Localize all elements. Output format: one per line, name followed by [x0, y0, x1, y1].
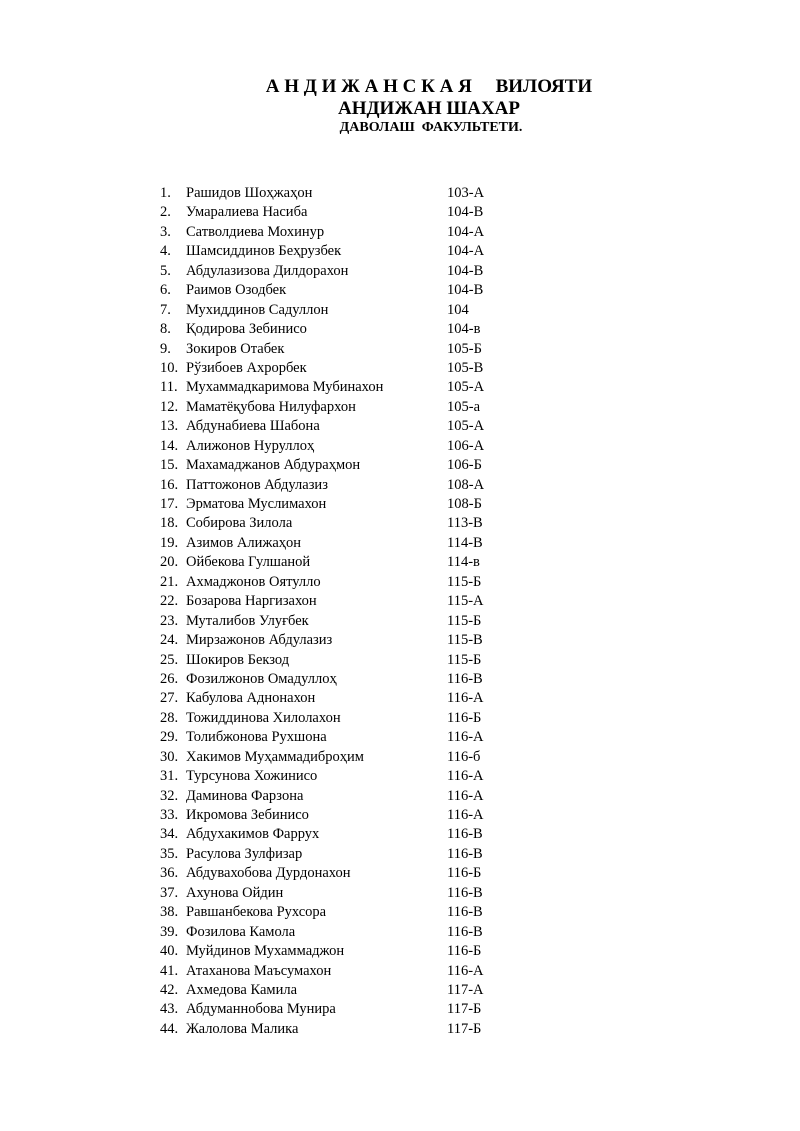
row-number: 36.: [160, 865, 179, 882]
student-name: Жалолова Малика: [186, 1020, 299, 1037]
student-row: [0, 456, 800, 475]
student-name: Икромова Зебинисо: [186, 807, 309, 823]
student-row: [0, 631, 800, 650]
row-number: 25.: [160, 651, 179, 668]
row-number: 35.: [160, 845, 179, 862]
row-number: 32.: [160, 787, 179, 804]
student-row: [0, 903, 800, 922]
student-name: Турсунова Хожинисо: [186, 768, 318, 785]
group-number: 114-в: [447, 554, 480, 571]
group-number: 104-В: [447, 262, 484, 279]
group-number: 108-А: [447, 476, 485, 493]
row-number: 22.: [160, 593, 179, 610]
group-number: 106-А: [447, 437, 485, 454]
student-name: Шамсиддинов Беҳрузбек: [186, 243, 342, 260]
group-number: 104-А: [447, 223, 485, 240]
group-number: 105-Б: [447, 340, 482, 357]
group-number: 115-Б: [447, 651, 482, 668]
row-number: 26.: [160, 670, 179, 687]
group-number: 117-А: [447, 981, 484, 998]
group-number: 116-Б: [447, 943, 482, 960]
group-number: 116-А: [447, 787, 484, 804]
student-row: [0, 437, 800, 456]
student-name: Маматёқубова Нилуфархон: [186, 398, 356, 415]
student-row: [0, 845, 800, 864]
group-number: 116-В: [447, 845, 483, 862]
student-name: Абдунабиева Шабона: [186, 418, 320, 435]
student-row: [0, 223, 800, 242]
student-name: Абдуманнобова Мунира: [186, 1001, 336, 1018]
student-row: [0, 787, 800, 806]
row-number: 29.: [160, 729, 179, 746]
group-number: 116-А: [447, 807, 484, 823]
student-row: [0, 728, 800, 747]
group-number: 115-Б: [447, 573, 482, 590]
student-name: Мухаммадкаримова Мубинахон: [186, 379, 384, 396]
student-row: [0, 203, 800, 222]
group-number: 104-А: [447, 243, 485, 260]
row-number: 23.: [160, 612, 179, 629]
group-number: 116-А: [447, 690, 484, 707]
student-name: Фозилова Камола: [186, 923, 296, 940]
student-row: [0, 184, 800, 203]
student-name: Абдухакимов Фаррух: [186, 826, 320, 843]
student-row: [0, 417, 800, 436]
row-number: 7.: [160, 301, 171, 318]
group-number: 116-В: [447, 923, 483, 940]
student-row: [0, 359, 800, 378]
student-row: [0, 709, 800, 728]
student-name: Шокиров Бекзод: [186, 651, 290, 668]
group-number: 116-В: [447, 904, 483, 921]
group-number: 116-б: [447, 748, 481, 765]
student-name: Фозилжонов Омадуллоҳ: [186, 670, 337, 687]
student-name: Зокиров Отабек: [186, 340, 285, 357]
group-number: 104-в: [447, 321, 481, 338]
student-name: Хакимов Муҳаммадиброҳим: [186, 748, 364, 765]
group-number: 105-а: [447, 398, 481, 415]
student-name: Бозарова Наргизахон: [186, 593, 317, 610]
student-row: [0, 592, 800, 611]
student-row: [0, 340, 800, 359]
row-number: 24.: [160, 632, 179, 649]
group-number: 116-Б: [447, 709, 482, 726]
student-name: Толибжонова Рухшона: [186, 729, 327, 746]
student-row: [0, 476, 800, 495]
row-number: 38.: [160, 904, 179, 921]
row-number: 15.: [160, 457, 179, 474]
row-number: 33.: [160, 807, 179, 823]
student-row: [0, 748, 800, 767]
student-name: Қодирова Зебинисо: [186, 321, 307, 338]
group-number: 116-А: [447, 962, 484, 979]
student-row: [0, 301, 800, 320]
student-name: Расулова Зулфизар: [186, 845, 303, 862]
row-number: 11.: [160, 379, 178, 396]
student-row: [0, 378, 800, 397]
student-row: [0, 1000, 800, 1019]
row-number: 30.: [160, 748, 179, 765]
row-number: 9.: [160, 340, 171, 357]
row-number: 34.: [160, 826, 179, 843]
student-name: Атаханова Маъсумахон: [186, 962, 332, 979]
student-name: Ахмаджонов Оятулло: [186, 573, 321, 590]
student-name: Равшанбекова Рухсора: [186, 904, 327, 921]
student-name: Махамаджанов Абдураҳмон: [186, 457, 361, 474]
row-number: 21.: [160, 573, 179, 590]
student-list: [0, 184, 800, 1039]
student-row: [0, 962, 800, 981]
row-number: 44.: [160, 1020, 179, 1037]
student-name: Азимов Алижаҳон: [186, 534, 302, 551]
student-row: [0, 689, 800, 708]
row-number: 16.: [160, 476, 179, 493]
student-row: [0, 262, 800, 281]
group-number: 106-Б: [447, 457, 482, 474]
group-number: 108-Б: [447, 496, 482, 512]
row-number: 10.: [160, 359, 179, 376]
row-number: 43.: [160, 1001, 179, 1018]
group-number: 116-В: [447, 826, 483, 843]
group-number: 104: [447, 301, 469, 318]
row-number: 4.: [160, 243, 171, 260]
row-number: 37.: [160, 884, 179, 901]
group-number: 103-А: [447, 185, 485, 201]
student-name: Умаралиева Насиба: [186, 204, 308, 221]
student-row: [0, 1020, 800, 1039]
row-number: 13.: [160, 418, 179, 435]
student-name: Кабулова Аднонахон: [186, 690, 316, 707]
student-row: [0, 825, 800, 844]
student-name: Тожиддинова Хилолахон: [186, 709, 341, 726]
student-row: [0, 884, 800, 903]
row-number: 27.: [160, 690, 179, 707]
row-number: 17.: [160, 496, 179, 512]
group-number: 104-В: [447, 204, 484, 221]
student-row: [0, 281, 800, 300]
student-name: Даминова Фарзона: [186, 787, 304, 804]
student-row: [0, 534, 800, 553]
student-row: [0, 242, 800, 261]
row-number: 14.: [160, 437, 179, 454]
faculty-title: ДАВОЛАШ ФАКУЛЬТЕТИ.: [339, 120, 523, 135]
group-number: 113-В: [447, 515, 483, 532]
student-name: Раимов Озодбек: [186, 282, 287, 299]
city-title: АНДИЖАН ШАХАР: [337, 98, 521, 119]
student-row: [0, 767, 800, 786]
group-number: 117-Б: [447, 1001, 482, 1018]
student-name: Эрматова Муслимахон: [186, 496, 327, 512]
group-number: 117-Б: [447, 1020, 482, 1037]
student-row: [0, 942, 800, 961]
group-number: 116-А: [447, 729, 484, 746]
student-name: Собирова Зилола: [186, 515, 293, 532]
row-number: 12.: [160, 398, 179, 415]
row-number: 20.: [160, 554, 179, 571]
student-row: [0, 806, 800, 825]
student-name: Муйдинов Мухаммаджон: [186, 943, 345, 960]
student-name: Ахмедова Камила: [186, 981, 298, 998]
student-row: [0, 320, 800, 339]
row-number: 39.: [160, 923, 179, 940]
student-name: Абдулазизова Дилдорахон: [186, 262, 349, 279]
group-number: 115-Б: [447, 612, 482, 629]
row-number: 18.: [160, 515, 179, 532]
group-number: 104-В: [447, 282, 484, 299]
student-name: Ахунова Ойдин: [186, 884, 284, 901]
student-name: Алижонов Нуруллоҳ: [186, 437, 315, 454]
group-number: 114-В: [447, 534, 483, 551]
region-title: А Н Д И Ж А Н С К А Я ВИЛОЯТИ: [265, 76, 593, 97]
student-row: [0, 864, 800, 883]
student-row: [0, 573, 800, 592]
row-number: 3.: [160, 223, 171, 240]
row-number: 19.: [160, 534, 179, 551]
student-name: Рўзибоев Ахрорбек: [186, 359, 307, 376]
student-row: [0, 514, 800, 533]
row-number: 2.: [160, 204, 171, 221]
row-number: 8.: [160, 321, 171, 338]
group-number: 116-А: [447, 768, 484, 785]
row-number: 6.: [160, 282, 171, 299]
group-number: 116-В: [447, 884, 483, 901]
row-number: 1.: [160, 185, 171, 201]
row-number: 41.: [160, 962, 179, 979]
student-row: [0, 670, 800, 689]
group-number: 105-А: [447, 418, 485, 435]
group-number: 116-Б: [447, 865, 482, 882]
group-number: 105-В: [447, 359, 484, 376]
group-number: 115-В: [447, 632, 483, 649]
student-name: Ойбекова Гулшаной: [186, 554, 311, 571]
student-name: Муталибов Улуғбек: [186, 612, 309, 629]
student-name: Мухиддинов Садуллон: [186, 301, 329, 318]
student-name: Паттожонов Абдулазиз: [186, 476, 328, 493]
student-row: [0, 923, 800, 942]
row-number: 31.: [160, 768, 179, 785]
group-number: 105-А: [447, 379, 485, 396]
row-number: 42.: [160, 981, 179, 998]
row-number: 5.: [160, 262, 171, 279]
student-row: [0, 553, 800, 572]
group-number: 115-А: [447, 593, 484, 610]
student-name: Сатволдиева Мохинур: [186, 223, 325, 240]
row-number: 28.: [160, 709, 179, 726]
student-row: [0, 981, 800, 1000]
student-name: Мирзажонов Абдулазиз: [186, 632, 333, 649]
student-row: [0, 612, 800, 631]
student-row: [0, 651, 800, 670]
row-number: 40.: [160, 943, 179, 960]
student-name: Абдувахобова Дурдонахон: [186, 865, 351, 882]
student-row: [0, 398, 800, 417]
student-name: Рашидов Шоҳжаҳон: [186, 185, 313, 201]
group-number: 116-В: [447, 670, 483, 687]
student-row: [0, 495, 800, 514]
